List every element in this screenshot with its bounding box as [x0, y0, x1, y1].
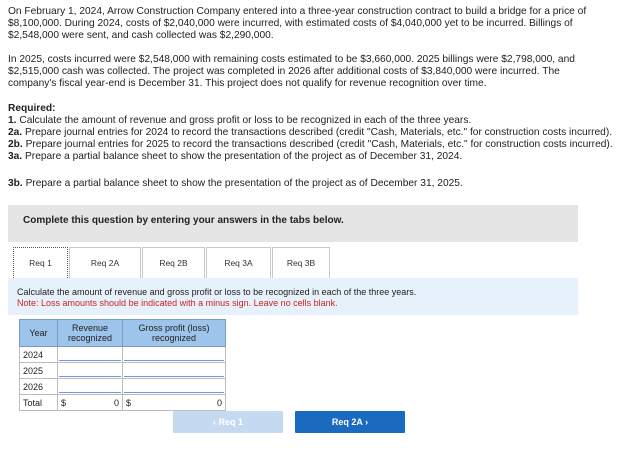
- total-label: Total: [20, 395, 58, 411]
- revenue-input-2025[interactable]: [59, 364, 121, 377]
- instruction-bar: [8, 205, 578, 242]
- requirement-3b: 3b. Prepare a partial balance sheet to show the presentation of the project as of December 31, 2025.: [8, 178, 463, 189]
- required-heading: Required:: [8, 103, 56, 114]
- text-line: company's fiscal year-end is December 31. This project does not qualify for revenue recognition over time.: [8, 78, 487, 89]
- text-line: $2,515,000 cash was collected. The project was completed in 2026 after additional costs of $3,840,000 were incurred. The: [8, 66, 560, 77]
- requirement-2b: 2b. Prepare journal entries for 2025 to record the transactions described (credit "Cash, Materials, etc." for construction costs incurred).: [8, 139, 613, 150]
- chevron-left-icon: ‹: [212, 417, 216, 427]
- total-row: [20, 395, 226, 411]
- revenue-input-2024[interactable]: [59, 348, 121, 361]
- revenue-cell: [58, 347, 123, 363]
- tab-req-1[interactable]: Req 1: [13, 247, 68, 278]
- revenue-header: Revenue recognized: [58, 320, 123, 347]
- gross-profit-cell: [123, 379, 226, 395]
- gross-profit-input-2026[interactable]: [124, 380, 224, 393]
- gross-profit-input-2024[interactable]: [124, 348, 224, 361]
- text-line: $8,100,000. During 2024, costs of $2,040,000 were incurred, with estimated costs of $4,040,000 yet to be incurred. Billings of: [8, 18, 573, 29]
- answer-table: [19, 319, 226, 411]
- currency-symbol: $: [61, 397, 67, 408]
- table-row: [20, 347, 226, 363]
- task-description: Calculate the amount of revenue and gross profit or loss to be recognized in each of the three years.: [17, 287, 417, 297]
- revenue-cell: [58, 379, 123, 395]
- text-line: In 2025, costs incurred were $2,548,000 with remaining costs estimated to be $3,660,000. 2025 billings were $2,798,000, and: [8, 54, 575, 65]
- gross-profit-cell: [123, 347, 226, 363]
- chevron-right-icon: ›: [365, 417, 369, 427]
- total-revenue-cell: [58, 395, 123, 411]
- revenue-cell: [58, 363, 123, 379]
- total-gross-profit-cell: [123, 395, 226, 411]
- problem-paragraph-2: [8, 54, 636, 90]
- gross-profit-cell: [123, 363, 226, 379]
- tab-req-3b[interactable]: Req 3B: [272, 247, 330, 278]
- year-cell: 2024: [20, 347, 58, 363]
- requirement-1: 1. Calculate the amount of revenue and gross profit or loss to be recognized in each of the three years.: [8, 115, 472, 126]
- next-button-label: Req 2A: [331, 417, 363, 427]
- tab-req-3a[interactable]: Req 3A: [206, 247, 271, 278]
- gross-profit-header: Gross profit (loss) recognized: [123, 320, 226, 347]
- tab-req-2b[interactable]: Req 2B: [142, 247, 205, 278]
- total-revenue-value: 0: [113, 397, 119, 408]
- next-button[interactable]: [295, 411, 405, 433]
- tab-req-2a[interactable]: Req 2A: [69, 247, 141, 278]
- requirements-list: [8, 103, 636, 163]
- currency-symbol: $: [126, 397, 132, 408]
- year-cell: 2025: [20, 363, 58, 379]
- text-line: $2,548,000 were sent, and cash collected was $2,290,000.: [8, 30, 274, 41]
- requirement-2a: 2a. Prepare journal entries for 2024 to record the transactions described (credit "Cash, Materials, etc." for construction costs incurred).: [8, 127, 613, 138]
- requirement-3a: 3a. Prepare a partial balance sheet to show the presentation of the project as of December 31, 2024.: [8, 151, 463, 162]
- year-cell: 2026: [20, 379, 58, 395]
- tab-content-panel: [8, 278, 578, 315]
- revenue-input-2026[interactable]: [59, 380, 121, 393]
- text-line: On February 1, 2024, Arrow Construction Company entered into a three-year construction contract to build a bridge for a price of: [8, 6, 587, 17]
- prev-button[interactable]: [173, 411, 283, 433]
- total-gross-profit-value: 0: [216, 397, 222, 408]
- gross-profit-input-2025[interactable]: [124, 364, 224, 377]
- prev-button-label: Req 1: [218, 417, 244, 427]
- instruction-text: Complete this question by entering your answers in the tabs below.: [23, 215, 344, 226]
- task-note: Note: Loss amounts should be indicated with a minus sign. Leave no cells blank.: [17, 298, 338, 308]
- year-header: Year: [20, 320, 58, 347]
- table-row: [20, 363, 226, 379]
- table-row: [20, 379, 226, 395]
- problem-paragraph-1: [8, 6, 636, 42]
- requirement-tabs: [13, 247, 331, 278]
